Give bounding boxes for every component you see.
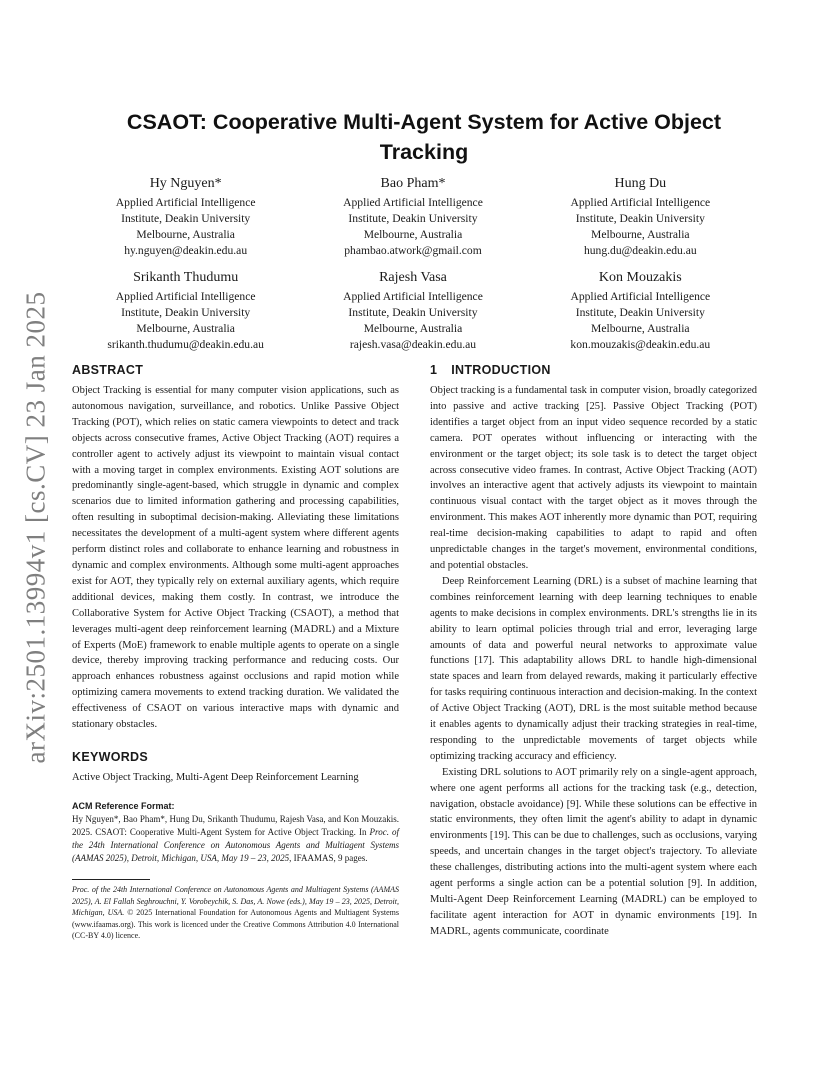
author-affiliation: Institute, Deakin University bbox=[121, 212, 251, 225]
author-email: hung.du@deakin.edu.au bbox=[583, 244, 697, 257]
author-location: Melbourne, Australia bbox=[363, 322, 463, 335]
footnote-text bbox=[72, 884, 399, 942]
author-affiliation: Institute, Deakin University bbox=[348, 306, 478, 319]
author-name: Rajesh Vasa bbox=[379, 270, 447, 285]
section-number: 1 bbox=[430, 363, 438, 377]
footnote-license: © 2025 International Foundation for Autonomous Agents and Multiagent Systems (www.ifaamas.org). This work is licenced under the Creative Commons Attribution 4.0 International (CC-BY 4.0) licence. bbox=[72, 908, 399, 941]
author-card bbox=[72, 268, 299, 353]
intro-paragraph: Deep Reinforcement Learning (DRL) is a subset of machine learning that combines reinforcement learning with deep learning techniques to enable agents to make decisions in complex environments. DRL's strengths lie in its ability to learn optimal policies through trial and error, leveraging large amounts of data and powerful neural networks to approximate value functions [17]. This adaptability allows DRL to handle high-dimensional state spaces and learn from delayed rewards, making it particularly effective for tasks requiring continuous interaction and decision-making. In the context of Active Object Tracking (AOT), DRL is the most suitable method because it enables agents to dynamically adjust their tracking strategies in real-time, responding to the unpredictable movements of target objects while optimizing tracking accuracy and efficiency. bbox=[430, 575, 757, 762]
author-location: Melbourne, Australia bbox=[136, 322, 235, 335]
author-card bbox=[527, 268, 754, 353]
author-location: Melbourne, Australia bbox=[363, 228, 463, 241]
author-name: Srikanth Thudumu bbox=[133, 270, 239, 285]
author-card bbox=[72, 174, 299, 259]
author-email: srikanth.thudumu@deakin.edu.au bbox=[107, 338, 264, 351]
author-affiliation: Applied Artificial Intelligence bbox=[343, 196, 483, 209]
author-email: kon.mouzakis@deakin.edu.au bbox=[570, 338, 711, 351]
author-email: phambao.atwork@gmail.com bbox=[344, 244, 482, 257]
keywords-heading: KEYWORDS bbox=[72, 749, 149, 764]
right-column bbox=[430, 362, 757, 940]
author-affiliation: Applied Artificial Intelligence bbox=[570, 196, 711, 209]
arxiv-identifier: arXiv:2501.13994v1 [cs.CV] 23 Jan 2025 bbox=[20, 291, 51, 763]
author-card bbox=[299, 268, 526, 353]
author-location: Melbourne, Australia bbox=[591, 322, 690, 335]
author-email: hy.nguyen@deakin.edu.au bbox=[124, 244, 248, 257]
author-affiliation: Applied Artificial Intelligence bbox=[115, 290, 256, 303]
author-email: rajesh.vasa@deakin.edu.au bbox=[349, 338, 477, 351]
keywords-text: Active Object Tracking, Multi-Agent Deep Reinforcement Learning bbox=[72, 771, 359, 783]
author-affiliation: Institute, Deakin University bbox=[348, 212, 478, 225]
intro-paragraph: Object tracking is a fundamental task in computer vision, broadly categorized into passive and active tracking [25]. Passive Object Tracking (POT) identifies a target object from an input video sequence recorded by a static camera. POT operates without influencing or interacting with the environment or the target object; its sole task is to detect the target object across consecutive video frames. In contrast, Active Object Tracking (AOT) involves an interactive agent that actively adjusts its viewpoint to maintain continuous visual contact with the target object as it moves through the environment. This makes AOT inherently more dynamic than POT, requiring real-time decision-making capabilities to adapt to rapid and often unpredictable changes in the target's movement, environmental conditions, and potential obstacles. bbox=[430, 385, 757, 571]
paper-title: CSAOT: Cooperative Multi-Agent System for Active Object Tracking bbox=[126, 110, 722, 164]
section-title: INTRODUCTION bbox=[451, 363, 551, 377]
acm-reference-heading: ACM Reference Format: bbox=[72, 800, 175, 811]
abstract-text: Object Tracking is essential for many computer vision applications, such as autonomous navigation, surveillance, and robotics. Unlike Passive Object Tracking (POT), which relies on static camera viewpoints to detect and track objects across consecutive frames, Active Object Tracking (AOT) requires a controller agent to actively adjust its viewpoint to maintain visual contact with a moving target in complex environments. Existing AOT solutions are predominantly single-agent-based, which struggle in dynamic and complex scenarios due to limited information gathering and processing capabilities, often resulting in suboptimal decision-making. Alleviating these limitations necessitates the development of a multi-agent system where different agents perform distinct roles and collaborate to enhance learning and robustness in dynamic and complex environments. Although some multi-agent approaches exist for AOT, they typically rely on external auxiliary agents, which require additional devices, making them costly. In contrast, we introduce the Collaborative System for Active Object Tracking (CSAOT), a method that leverages multi-agent deep reinforcement learning (MADRL) and a Mixture of Experts (MoE) framework to enable multiple agents to operate on a single device, thereby improving tracking performance and reducing costs. Our approach enhances robustness against occlusions and rapid motion while optimizing camera movements to extend tracking duration. We validated the effectiveness of CSAOT on various interactive maps with dynamic and stationary obstacles. bbox=[72, 385, 399, 731]
intro-paragraph: Existing DRL solutions to AOT primarily rely on a single-agent approach, where one agent performs all actions for the tracking task (e.g., detection, navigation, obstacle avoidance) [9]. While these solutions can be effective in static environments, they often limit the agent's ability to adapt in dynamic environments [19]. This can be due to challenges, such as occlusions, varying speeds, and uncertain changes in the target object's trajectory. To alleviate these challenges, distributing actions into the multi-agent system where each agent performs a single action can be a potential solution [9]. In addition, Multi-Agent Deep Reinforcement Learning (MADRL) can be employed to facilitate agent interaction for AOT in dynamic environments [19]. In MADRL, agents communicate, coordinate bbox=[430, 766, 757, 937]
acm-reference-text bbox=[72, 813, 399, 865]
acm-reference-tail: , IFAAMAS, 9 pages. bbox=[289, 853, 368, 864]
left-column bbox=[72, 362, 399, 942]
author-affiliation: Institute, Deakin University bbox=[121, 306, 251, 319]
author-affiliation: Applied Artificial Intelligence bbox=[343, 290, 483, 303]
author-location: Melbourne, Australia bbox=[591, 228, 690, 241]
abstract-heading: ABSTRACT bbox=[72, 363, 144, 377]
author-name: Hy Nguyen* bbox=[149, 176, 222, 191]
author-affiliation: Institute, Deakin University bbox=[575, 212, 705, 225]
author-card bbox=[299, 174, 526, 259]
introduction-heading bbox=[430, 362, 757, 378]
footnote-proceedings: Proc. of the 24th International Conference on Autonomous Agents and Multiagent Systems (AAMAS 2025), A. El Fallah Seghrouchni, Y. Vorobeychik, S. Das, A. Nowe (eds.), May 19 – 23, 2025, Detroit, Michigan, USA. bbox=[72, 885, 399, 918]
author-card bbox=[527, 174, 754, 259]
author-location: Melbourne, Australia bbox=[136, 228, 235, 241]
author-name: Bao Pham* bbox=[380, 176, 446, 191]
author-affiliation: Applied Artificial Intelligence bbox=[570, 290, 711, 303]
author-name: Hung Du bbox=[614, 176, 667, 191]
footnote-rule bbox=[72, 879, 150, 880]
author-name: Kon Mouzakis bbox=[598, 270, 682, 285]
author-affiliation: Applied Artificial Intelligence bbox=[115, 196, 256, 209]
acm-reference-venue: Proc. of the 24th International Conference on Autonomous Agents and Multiagent Systems (AAMAS 2025), Detroit, Michigan, USA, May 19 – 23, 2025 bbox=[72, 826, 399, 864]
acm-reference-authors: Hy Nguyen*, Bao Pham*, Hung Du, Srikanth Thudumu, Rajesh Vasa, and Kon Mouzakis. 2025. CSAOT: Cooperative Multi-Agent System for Active Object Tracking. In bbox=[72, 813, 399, 837]
arxiv-side-stamp bbox=[12, 292, 60, 762]
author-block bbox=[72, 174, 754, 353]
author-affiliation: Institute, Deakin University bbox=[575, 306, 705, 319]
